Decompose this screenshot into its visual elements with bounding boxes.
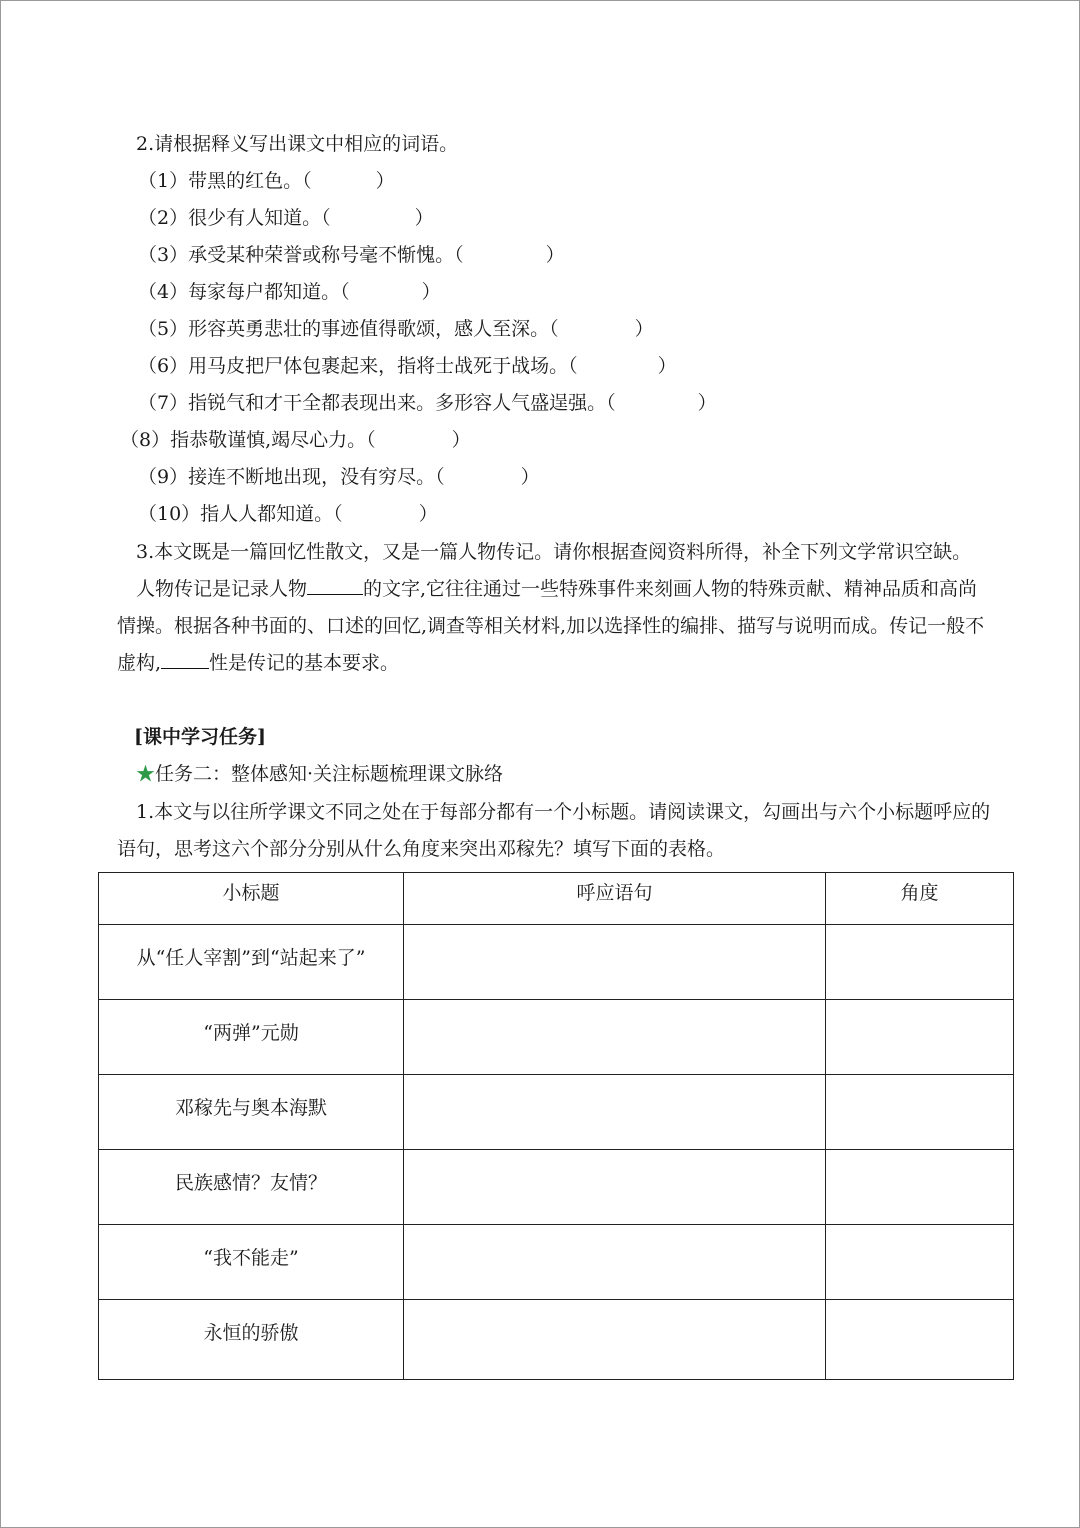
q3-line-1: [136, 576, 977, 602]
q2-item-8: [120, 427, 471, 453]
q3-fill-blank-1[interactable]: [307, 576, 363, 595]
q3-prompt: 3.本文既是一篇回忆性散文，又是一篇人物传记。请你根据查阅资料所得，补全下列文学常识空缺。: [136, 541, 972, 563]
sentence-cell[interactable]: [404, 1075, 826, 1150]
q2-item-6: [138, 353, 677, 379]
q2-item-text: （1）带黑的红色。（: [138, 170, 312, 192]
q2-item-close: ）: [418, 503, 438, 525]
table-row: [99, 925, 1014, 1000]
task-title: [136, 761, 503, 787]
q2-item-text: （5）形容英勇悲壮的事迹值得歌颂，感人至深。（: [138, 318, 559, 340]
angle-cell[interactable]: [826, 1075, 1014, 1150]
q2-prompt: 2.请根据释义写出课文中相应的词语。: [136, 133, 459, 155]
q2-item-2: [138, 205, 434, 231]
star-icon: ★: [136, 763, 156, 785]
q2-item-close: ）: [634, 318, 654, 340]
angle-cell[interactable]: [826, 1225, 1014, 1300]
header-sentence: 呼应语句: [404, 873, 826, 925]
sentence-cell[interactable]: [404, 925, 826, 1000]
q2-item-text: （7）指锐气和才干全都表现出来。多形容人气盛逞强。（: [138, 392, 616, 414]
q2-item-text: （3）承受某种荣誉或称号毫不惭愧。（: [138, 244, 464, 266]
q2-item-close: ）: [520, 466, 540, 488]
q2-item-close: ）: [414, 207, 434, 229]
sentence-cell[interactable]: [404, 1225, 826, 1300]
q2-item-5: [138, 316, 654, 342]
q2-item-close: ）: [451, 429, 471, 451]
subtitle-cell: “我不能走”: [99, 1225, 404, 1300]
q2-item-close: ）: [421, 281, 441, 303]
table-header-row: [99, 873, 1014, 925]
q2-item-close: ）: [375, 170, 395, 192]
table-row: [99, 1000, 1014, 1075]
header-subtitle: 小标题: [99, 873, 404, 925]
header-angle: 角度: [826, 873, 1014, 925]
table-row: [99, 1225, 1014, 1300]
q2-item-text: （2）很少有人知道。（: [138, 207, 331, 229]
q2-item-close: ）: [697, 392, 717, 414]
angle-cell[interactable]: [826, 1150, 1014, 1225]
q2-item-4: [138, 279, 441, 305]
q2-item-3: [138, 242, 565, 268]
q2-item-text: （6）用马皮把尸体包裹起来，指将士战死于战场。（: [138, 355, 578, 377]
q2-item-text: （10）指人人都知道。（: [138, 503, 343, 525]
task-desc-line-1: 1.本文与以往所学课文不同之处在于每部分都有一个小标题。请阅读课文，勾画出与六个小标题呼应的: [136, 801, 991, 823]
sentence-cell[interactable]: [404, 1300, 826, 1380]
subtitle-table: [98, 872, 1014, 1380]
q3-text: 性是传记的基本要求。: [209, 652, 400, 674]
q2-item-text: （9）接连不断地出现，没有穷尽。（: [138, 466, 445, 488]
angle-cell[interactable]: [826, 1300, 1014, 1380]
q2-item-text: （4）每家每户都知道。（: [138, 281, 350, 303]
q3-line-2: 情操。根据各种书面的、口述的回忆,调查等相关材料,加以选择性的编排、描写与说明而成。传记一般不: [117, 615, 985, 637]
section-title: [课中学习任务]: [134, 726, 266, 748]
q3-text: 虚构,: [117, 652, 162, 674]
q3-fill-blank-2[interactable]: [161, 650, 209, 669]
q2-item-7: [138, 390, 717, 416]
q2-item-1: [138, 168, 395, 194]
sentence-cell[interactable]: [404, 1000, 826, 1075]
subtitle-cell: 永恒的骄傲: [99, 1300, 404, 1380]
q3-text: 人物传记是记录人物: [136, 578, 308, 600]
task-title-text: 任务二：整体感知·关注标题梳理课文脉络: [155, 763, 504, 785]
q2-item-close: ）: [545, 244, 565, 266]
subtitle-cell: “两弹”元勋: [99, 1000, 404, 1075]
q2-item-10: [138, 501, 438, 527]
q2-item-text: （8）指恭敬谨慎,竭尽心力。（: [120, 429, 376, 451]
subtitle-cell: 民族感情？友情？: [99, 1150, 404, 1225]
table-row: [99, 1300, 1014, 1380]
q3-text: 的文字,它往往通过一些特殊事件来刻画人物的特殊贡献、精神品质和高尚: [363, 578, 978, 600]
task-desc-line-2: 语句，思考这六个部分分别从什么角度来突出邓稼先？填写下面的表格。: [117, 838, 726, 860]
table-row: [99, 1150, 1014, 1225]
subtitle-cell: 从“任人宰割”到“站起来了”: [99, 925, 404, 1000]
q2-item-close: ）: [657, 355, 677, 377]
table-row: [99, 1075, 1014, 1150]
angle-cell[interactable]: [826, 1000, 1014, 1075]
angle-cell[interactable]: [826, 925, 1014, 1000]
sentence-cell[interactable]: [404, 1150, 826, 1225]
subtitle-cell: 邓稼先与奥本海默: [99, 1075, 404, 1150]
q2-item-9: [138, 464, 540, 490]
q3-line-3: [117, 650, 399, 676]
